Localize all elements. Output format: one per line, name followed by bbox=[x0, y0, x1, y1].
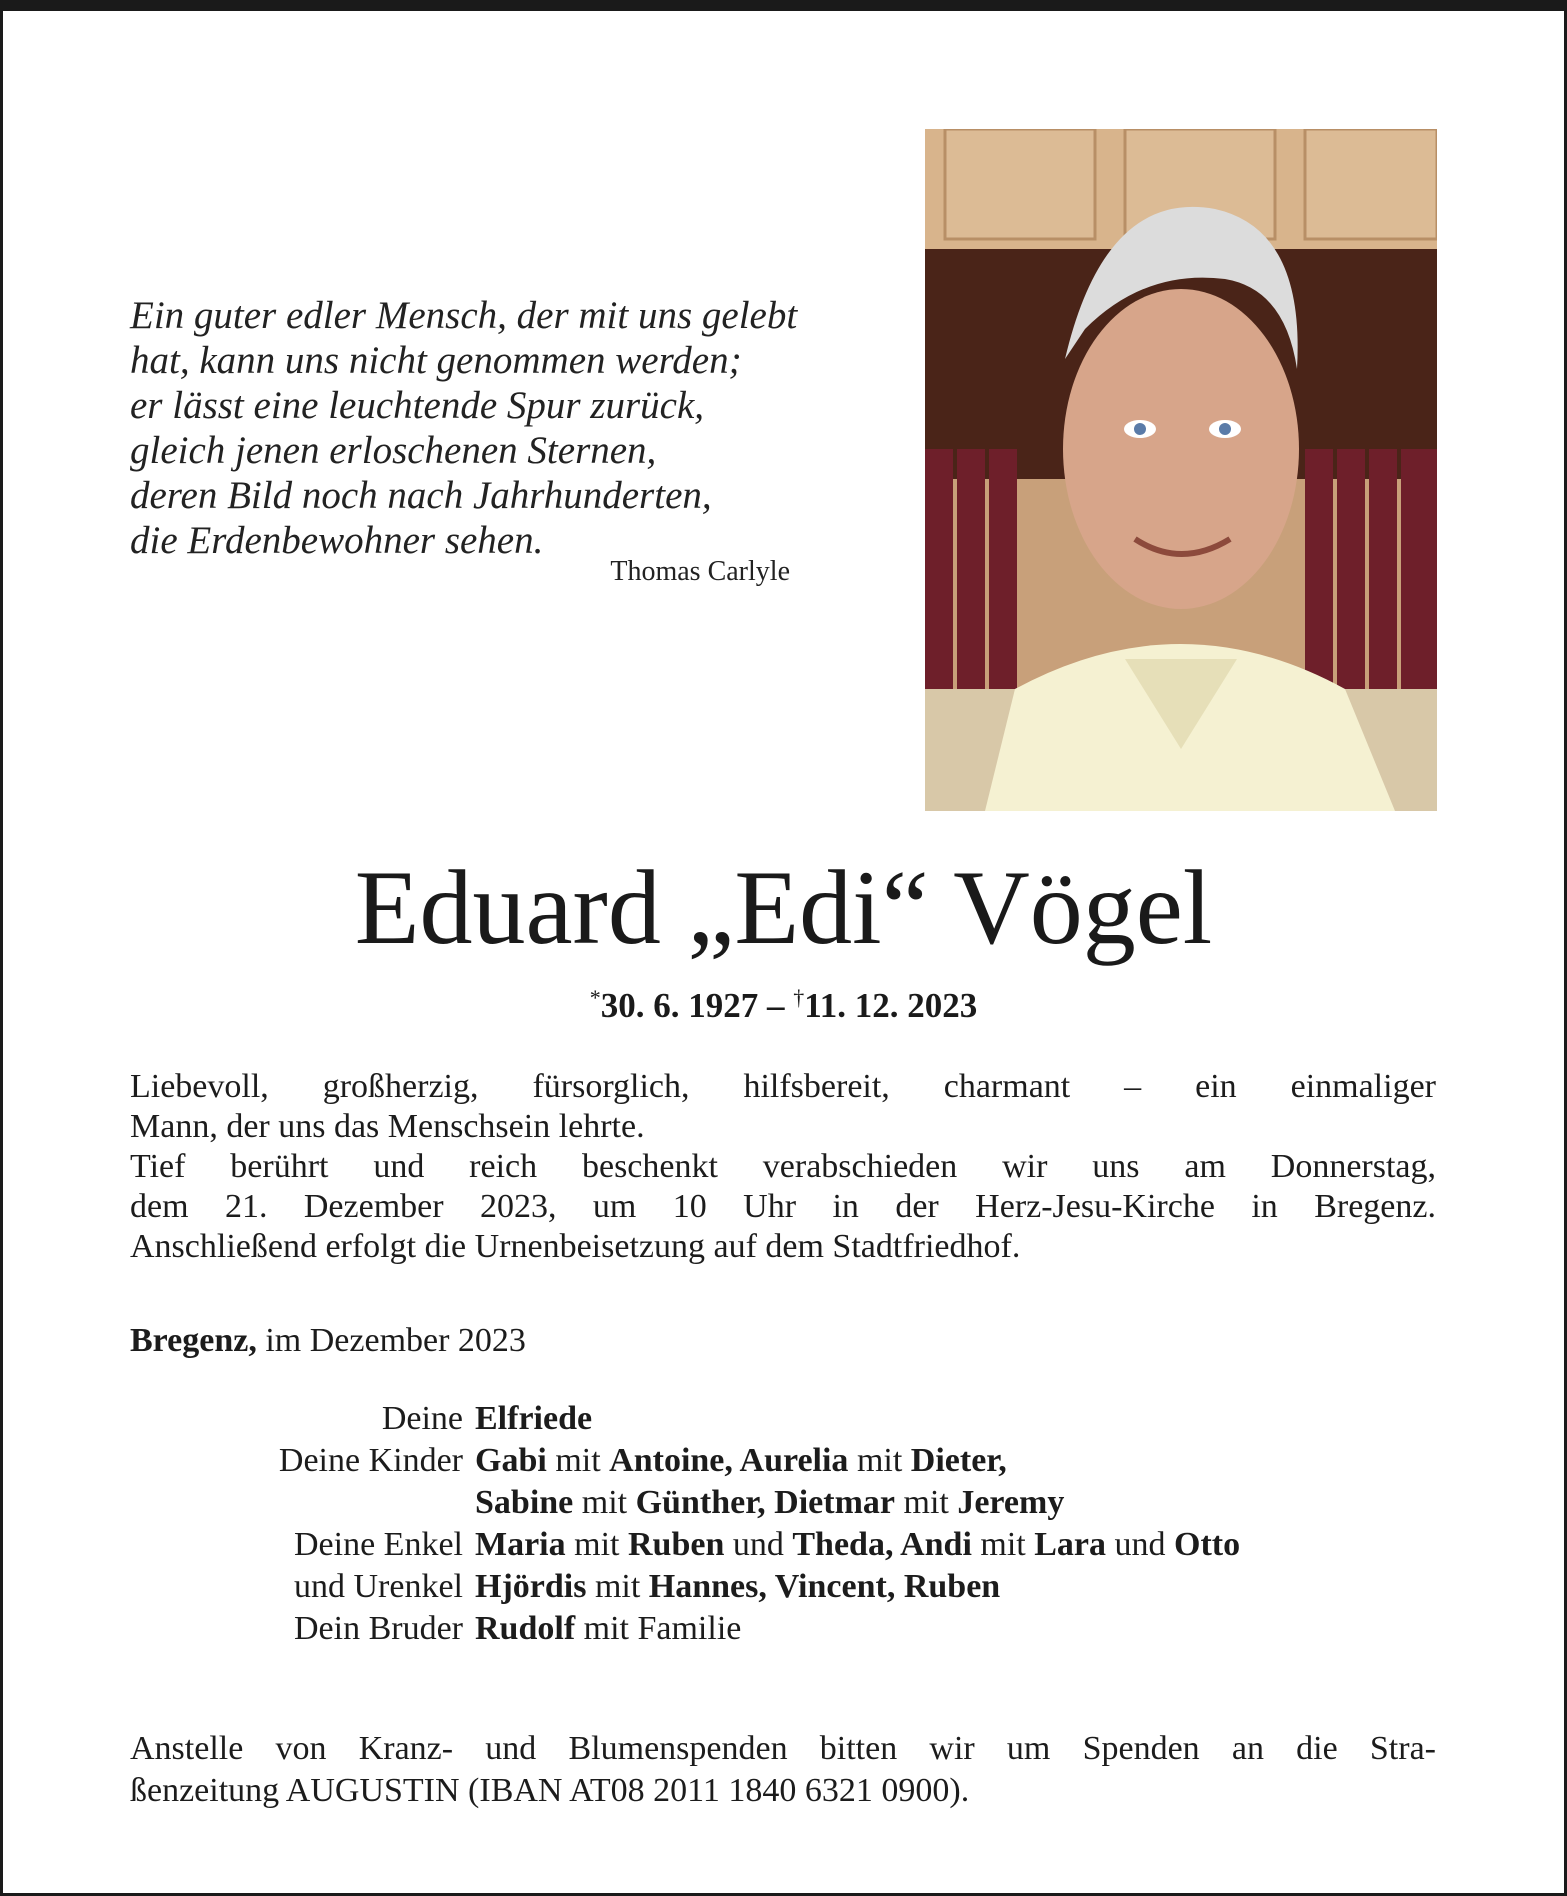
mourner-label bbox=[130, 1482, 475, 1524]
mourner-connector: mit bbox=[903, 1484, 949, 1521]
mourner-row bbox=[130, 1608, 1450, 1650]
epigraph-quote bbox=[130, 293, 810, 563]
mourner-name: Hjördis bbox=[475, 1568, 587, 1605]
place-and-date bbox=[130, 1322, 526, 1360]
place-date: im Dezember 2023 bbox=[265, 1322, 526, 1359]
donation-line: ßenzeitung AUGUSTIN (IBAN AT08 2011 1840 6321 0900). bbox=[130, 1772, 970, 1809]
mourner-name: Elfriede bbox=[475, 1400, 593, 1437]
mourner-name: Maria bbox=[475, 1526, 566, 1563]
mourner-name: Antoine, Aurelia bbox=[609, 1442, 849, 1479]
mourner-connector: und bbox=[732, 1526, 784, 1563]
mourner-name: Rudolf bbox=[475, 1610, 576, 1647]
quote-line: hat, kann uns nicht genommen werden; bbox=[130, 339, 742, 382]
quote-line: gleich jenen erloschenen Sternen, bbox=[130, 429, 657, 472]
mourner-row bbox=[130, 1566, 1450, 1608]
mourner-connector: mit Familie bbox=[583, 1610, 742, 1647]
mourner-connector: mit bbox=[555, 1442, 601, 1479]
ceremony-line: Anschließend erfolgt die Urnenbeisetzung auf dem Stadtfriedhof. bbox=[130, 1228, 1021, 1265]
mourner-row bbox=[130, 1398, 1450, 1440]
death-date: 11. 12. 2023 bbox=[804, 986, 978, 1025]
mourner-name: Sabine bbox=[475, 1484, 574, 1521]
ceremony-line: Tief berührt und reich beschenkt verabschieden wir uns am Donnerstag, bbox=[130, 1148, 1436, 1185]
mourner-name: Jeremy bbox=[957, 1484, 1065, 1521]
mourner-connector: mit bbox=[574, 1526, 620, 1563]
quote-line: Ein guter edler Mensch, der mit uns gelebt bbox=[130, 294, 798, 337]
quote-line: deren Bild noch nach Jahrhunderten, bbox=[130, 474, 712, 517]
mourner-connector: und bbox=[1114, 1526, 1166, 1563]
tribute-line: Liebevoll, großherzig, fürsorglich, hilfsbereit, charmant – ein einmaliger bbox=[130, 1068, 1436, 1105]
place-city: Bregenz, bbox=[130, 1322, 257, 1359]
mourner-row bbox=[130, 1524, 1450, 1566]
mourner-label: und Urenkel bbox=[293, 1568, 463, 1605]
birth-date: 30. 6. 1927 bbox=[600, 986, 759, 1025]
mourners-list bbox=[130, 1398, 1450, 1650]
ceremony-paragraph bbox=[130, 1147, 1436, 1267]
donation-line: Anstelle von Kranz- und Blumenspenden bitten wir um Spenden an die Stra- bbox=[130, 1730, 1436, 1767]
quote-author: Thomas Carlyle bbox=[610, 556, 790, 587]
mourner-row bbox=[130, 1482, 1450, 1524]
mourner-label: Deine Enkel bbox=[294, 1526, 463, 1563]
birth-symbol: * bbox=[589, 985, 601, 1010]
mourner-connector: mit bbox=[980, 1526, 1026, 1563]
mourner-connector: mit bbox=[856, 1442, 903, 1479]
deceased-name: Eduard „Edi“ Vögel bbox=[354, 849, 1213, 966]
mourner-connector: mit bbox=[594, 1568, 641, 1605]
mourner-name: Ruben bbox=[627, 1526, 725, 1563]
mourner-connector: mit bbox=[581, 1484, 628, 1521]
tribute-paragraph bbox=[130, 1067, 1436, 1147]
mourner-name: Theda, Andi bbox=[792, 1526, 972, 1563]
mourner-name: Dieter, bbox=[910, 1442, 1007, 1479]
death-symbol: † bbox=[793, 985, 805, 1010]
mourner-label: Deine Kinder bbox=[278, 1442, 463, 1479]
mourner-row bbox=[130, 1440, 1450, 1482]
mourner-name: Günther, Dietmar bbox=[635, 1484, 895, 1521]
tribute-line: Mann, der uns das Menschsein lehrte. bbox=[130, 1108, 645, 1145]
mourner-name: Gabi bbox=[475, 1442, 547, 1479]
mourner-label: Deine bbox=[381, 1400, 463, 1437]
ceremony-line: dem 21. Dezember 2023, um 10 Uhr in der Herz-Jesu-Kirche in Bregenz. bbox=[130, 1188, 1436, 1225]
mourner-label: Dein Bruder bbox=[293, 1610, 463, 1647]
portrait-photo bbox=[925, 129, 1437, 811]
life-dates bbox=[0, 985, 1567, 1026]
date-dash: – bbox=[766, 986, 785, 1025]
mourner-name: Otto bbox=[1174, 1526, 1241, 1563]
donation-note bbox=[130, 1728, 1436, 1812]
quote-line: die Erdenbewohner sehen. bbox=[130, 519, 544, 562]
quote-line: er lässt eine leuchtende Spur zurück, bbox=[130, 384, 705, 427]
mourner-name: Hannes, Vincent, Ruben bbox=[648, 1568, 1001, 1605]
mourner-name: Lara bbox=[1034, 1526, 1107, 1563]
